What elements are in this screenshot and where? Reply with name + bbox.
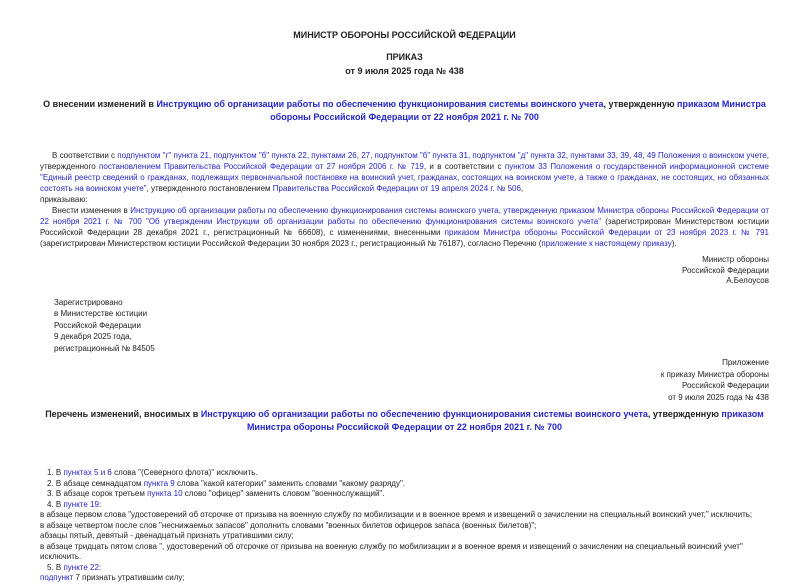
signer-post-line: Российской Федерации [682, 265, 769, 275]
text-segment: слова "какой категории" заменить словами "какому разряду". [174, 478, 406, 488]
doc-link[interactable]: подпункт [40, 573, 74, 582]
annex-reference-line: от 9 июля 2025 года № 438 [668, 392, 769, 402]
amendment-item-4-sub-1 [40, 510, 769, 521]
text-segment: слова "(Северного флота)" исключить. [111, 468, 258, 477]
order-date-number: от 9 июля 2025 года № 438 [345, 66, 464, 76]
doc-link[interactable]: пункта 9 [143, 478, 175, 488]
order-type: ПРИКАЗ [386, 52, 423, 62]
amendment-item-2 [40, 479, 769, 490]
text-segment: слово "офицер" заменить словом "военнослужащий". [182, 489, 385, 498]
text-segment: , утвержденного постановлением [146, 184, 273, 193]
amendment-item-1 [40, 468, 769, 479]
preamble-paragraph [40, 150, 769, 194]
text-segment: , [520, 184, 524, 193]
text-segment: 3. В абзаце сорок третьем [47, 489, 148, 498]
doc-link[interactable]: пунктом 33 Положения о государственной информационной системе "Единый реестр сведений о гражданах, подлежащих первоначальной постановке на воинский учет, гражданах, состоящих на воинском учете, а также о гражданах, не состоящих, но обязанных состоять на воинском учете" [40, 162, 769, 193]
doc-link[interactable]: Инструкцию об организации работы по обеспечению функционирования системы воинского учета [200, 409, 648, 419]
amendment-item-4-sub-2 [40, 521, 769, 532]
doc-link[interactable]: приложение к настоящему приказу [541, 239, 672, 248]
text-segment: в абзаце тридцать пятом слова ", удостоверений об отсрочке от призыва на военную службу по мобилизации и в военное время и извещений о зачислении на специальный воинский учет" исключить. [40, 541, 743, 561]
document-header [40, 30, 769, 76]
amendment-item-3 [40, 489, 769, 500]
annex-reference-block [40, 357, 769, 403]
registration-block [40, 297, 769, 355]
registration-line: Зарегистрировано [54, 297, 123, 307]
doc-link[interactable]: пункта 10 [147, 489, 183, 498]
text-segment: , утвержденную [647, 409, 722, 419]
decree-word: приказываю: [40, 195, 88, 204]
text-segment: (зарегистрирован Министерством юстиции Российской Федерации 28 декабря 2021 г., регистрационный № 66608), с изменениями, внесенными [40, 217, 769, 237]
ministry-name: МИНИСТР ОБОРОНЫ РОССИЙСКОЙ ФЕДЕРАЦИИ [293, 30, 516, 40]
text-segment: О внесении изменений в [43, 99, 157, 109]
text-segment: ). [671, 239, 677, 248]
doc-link[interactable]: Инструкцию об организации работы по обеспечению функционирования системы воинского учета [156, 99, 604, 109]
doc-link[interactable]: пункте 22 [63, 562, 99, 572]
text-segment: В соответствии с [52, 151, 118, 160]
annex-reference-line: Приложение [722, 358, 769, 367]
doc-link[interactable]: Правительства Российской Федерации от 19 апреля 2024 г. № 506 [272, 184, 521, 193]
doc-link[interactable]: подпунктом "г" пункта 21, подпунктом "б" пункта 22, пунктами 26, 27, подпунктом "б" пункта 31, подпунктом "д" пункта 32, пунктами 33, 39, 48, 49 Положения о воинском учете [117, 151, 767, 160]
amendments-list [40, 468, 769, 584]
text-segment: 2. В абзаце семнадцатом [47, 478, 144, 488]
signature-block [40, 255, 769, 287]
text-segment: 1. В [47, 468, 64, 477]
text-segment: , и в соответствии с [423, 162, 505, 171]
annex-reference-line: Российской Федерации [682, 381, 769, 390]
text-segment: 4. В [47, 499, 64, 509]
annex-title [40, 408, 769, 434]
text-segment: в абзаце первом слова "удостоверений об отсрочке от призыва на военную службу по мобилизации и в военное время и извещений о зачислении на специальный воинский учет," исключить; [40, 510, 753, 519]
order-paragraph [40, 205, 769, 249]
doc-link[interactable]: приказом Министра обороны Российской Федерации от 22 ноября 2021 г. № 700 [246, 409, 764, 432]
amendment-item-5-sub-1 [40, 573, 769, 584]
text-segment: Внести изменения в [52, 206, 131, 215]
signer-name: А.Белоусов [726, 276, 769, 285]
text-segment: Перечень изменений, вносимых в [45, 409, 201, 419]
text-segment: 7 признать утратившим силу; [73, 573, 185, 582]
text-segment: , утвержденную [603, 99, 678, 109]
text-segment: : [98, 562, 102, 572]
text-segment: : [98, 499, 102, 509]
text-segment: абзацы пятый, девятый - двенадцатый признать утратившими силу; [40, 531, 294, 540]
text-segment: , утвержденного [40, 151, 770, 171]
amendment-item-4-sub-4 [40, 542, 769, 563]
registration-number: регистрационный № 84505 [54, 343, 155, 353]
signer-post-line: Министр обороны [702, 255, 769, 264]
amendment-item-4-sub-3 [40, 531, 769, 542]
registration-line: в Министерстве юстиции [54, 309, 148, 318]
text-segment: (зарегистрирован Министерством юстиции Российской Федерации 30 ноября 2023 г., регистрационный № 76187), согласно Перечню ( [40, 239, 542, 248]
annex-reference-line: к приказу Министра обороны [660, 369, 769, 379]
doc-link[interactable]: приказом Министра обороны Российской Федерации от 22 ноября 2021 г. № 700 [270, 99, 766, 122]
amendment-item-5 [40, 563, 769, 574]
doc-link[interactable]: пункте 19 [63, 499, 99, 509]
doc-link[interactable]: Инструкцию об организации работы по обеспечению функционирования системы воинского учета, утвержденную приказом Министра обороны Российской Федерации от 22 ноября 2021 г. № 700 "Об утверждении Инструкции об организации работы по обеспечению функционирования системы воинского учета" [40, 206, 769, 226]
amendment-item-4 [40, 500, 769, 511]
doc-link[interactable]: приказом Министра обороны Российской Федерации от 23 ноября 2023 г. № 791 [444, 228, 769, 237]
doc-link[interactable]: постановлением Правительства Российской Федерации от 27 ноября 2006 г. № 719 [99, 162, 424, 171]
text-segment: в абзаце четвертом после слов "неснижаемых запасов" дополнить словами "военных билетов офицеров запаса (военных билетов)"; [40, 520, 537, 530]
document-title [40, 98, 769, 124]
registration-line: Российской Федерации [54, 320, 141, 330]
doc-link[interactable]: пунктах 5 и 6 [63, 468, 112, 477]
registration-date: 9 декабря 2025 года, [54, 332, 132, 341]
text-segment: 5. В [47, 562, 64, 572]
